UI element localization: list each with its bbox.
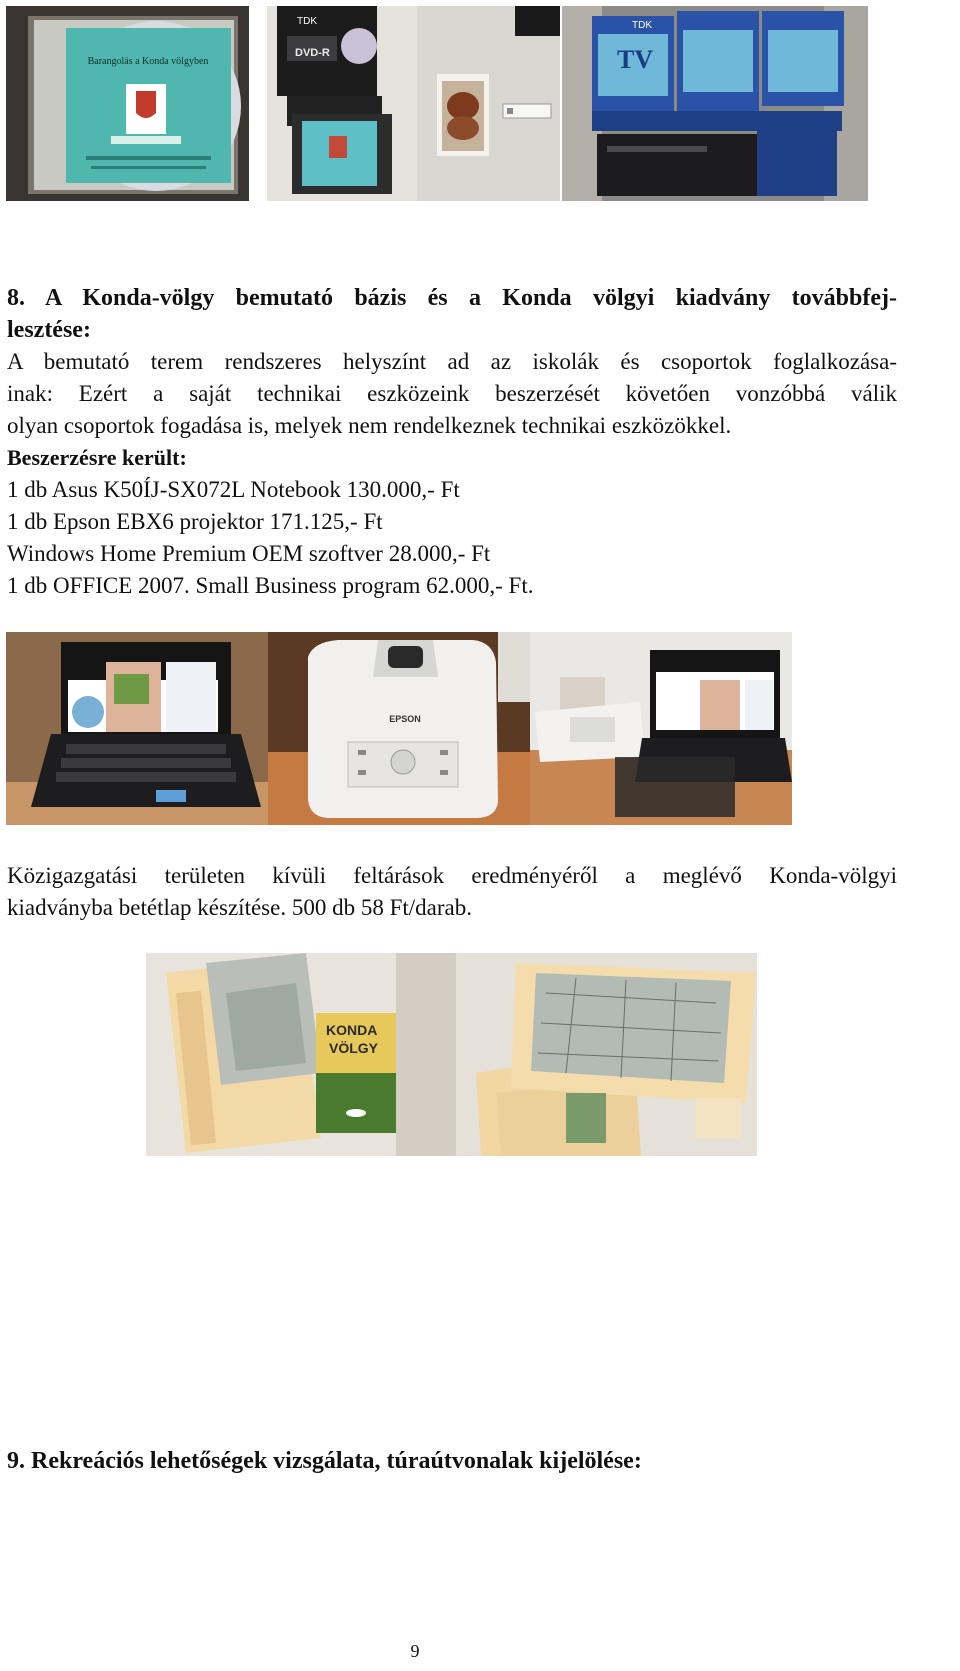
photo-notebook bbox=[6, 632, 268, 825]
page-number: 9 bbox=[410, 1641, 420, 1661]
photo-cd-case bbox=[6, 6, 249, 201]
section-9-heading: 9. Rekreációs lehetőségek vizsgálata, túraútvonalak kijelölése: bbox=[7, 1448, 642, 1474]
photo-brochure-with-book bbox=[146, 953, 456, 1156]
purchased-item: 1 db Epson EBX6 projektor 171.125,- Ft bbox=[7, 509, 383, 534]
section-8-paragraph-line: A bemutató terem rendszeres helyszínt ad az iskolák és csoportok foglalkozása- bbox=[7, 349, 897, 374]
photo-notebook-projector bbox=[530, 632, 792, 825]
purchased-label: Beszerzésre került: bbox=[7, 445, 187, 470]
cd-cover-title: Barangolás a Konda völgyben bbox=[87, 56, 209, 67]
tdk-label-text: TDK bbox=[632, 20, 652, 31]
purchased-item: Windows Home Premium OEM szoftver 28.000,- Ft bbox=[7, 541, 491, 566]
purchased-item: 1 db OFFICE 2007. Small Business program 62.000,- Ft. bbox=[7, 573, 534, 598]
photo-brochure-maps bbox=[456, 953, 757, 1156]
section-8-paragraph-line: inak: Ezért a saját technikai eszközeink beszerzését követően vonzóbbá válik bbox=[7, 381, 897, 406]
tdk-logo-text: TDK bbox=[297, 16, 317, 27]
publication-text-line1: Közigazgatási területen kívüli feltárások eredményéről a meglévő Konda-völgyi bbox=[7, 863, 897, 888]
photo-wall-picture bbox=[417, 6, 560, 201]
book-title-text: VÖLGY bbox=[329, 1040, 379, 1056]
book-title-text: KONDA bbox=[326, 1022, 378, 1038]
section-8-heading-line2: lesztése: bbox=[7, 317, 91, 343]
photo-dvd-packs bbox=[267, 6, 417, 201]
section-8-paragraph-line: olyan csoportok fogadása is, melyek nem rendelkeznek technikai eszközökkel. bbox=[7, 413, 732, 438]
dvd-label-text: DVD-R bbox=[295, 47, 330, 59]
tv-label-text: TV bbox=[617, 45, 654, 74]
photo-tdk-tapes bbox=[562, 6, 868, 201]
section-8-heading-line1: 8. A Konda-völgy bemutató bázis és a Konda völgyi kiadvány továbbfej- bbox=[7, 285, 897, 311]
purchased-item: 1 db Asus K50ÍJ-SX072L Notebook 130.000,- Ft bbox=[7, 477, 460, 502]
publication-text-line2: kiadványba betétlap készítése. 500 db 58 Ft/darab. bbox=[7, 895, 472, 920]
photo-projector bbox=[268, 632, 530, 825]
epson-logo-text: EPSON bbox=[389, 714, 421, 724]
